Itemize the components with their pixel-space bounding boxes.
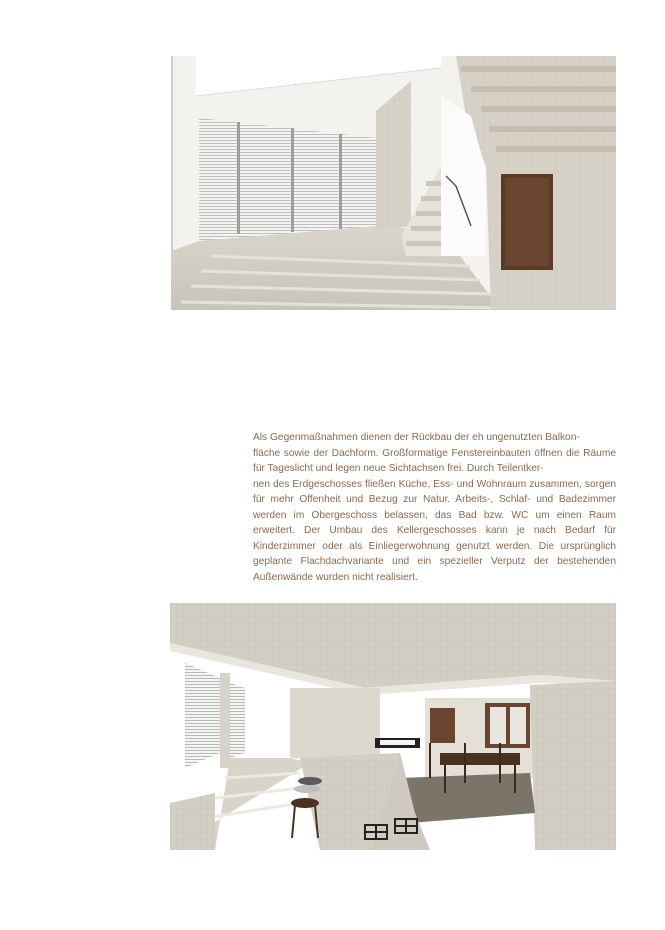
render-kitchen-drawing: [170, 603, 616, 850]
interior-render-stairs: [171, 56, 616, 310]
interior-render-kitchen: [170, 603, 616, 850]
render-stairs-drawing: [171, 56, 616, 310]
body-text: Als Gegenmaßnahmen dienen der Rückbau der eh ungenutzten Balkon- fläche sowie der Dachform. Großformatige Fenstereinbauten öffnen die Räume für Tageslicht und legen neue Sichtachsen frei. Durch Teilentker- nen des Erdgeschosses fließen Küche, Ess- und Wohnraum zusammen, sorgen für mehr Offenheit und Bezug zur Natur. Arbeits-, Schlaf- und Badezimmer werden im Obergeschoss belassen, das Bad bzw. WC um einen Raum erweitert. Der Umbau des Kellergeschosses kann je nach Bedarf für Kinderzimmer oder als Einliegerwohnung genutzt werden. Die ursprünglich geplante Flachdachvariante und ein spezieller Verputz der bestehenden Außenwände wurden nicht realisiert.: [253, 432, 616, 583]
